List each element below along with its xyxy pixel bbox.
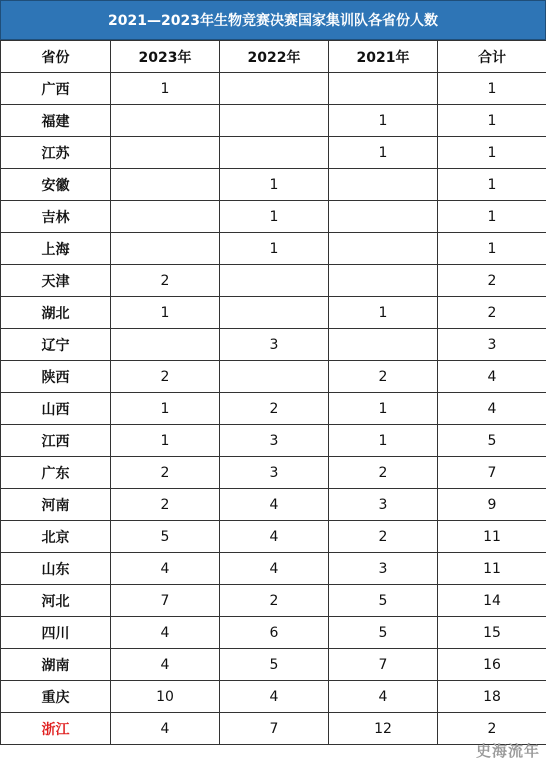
table-body xyxy=(1,73,546,745)
value-2021-cell: 5 xyxy=(329,617,438,649)
value-2023-cell xyxy=(111,329,220,361)
province-cell: 江苏 xyxy=(1,137,111,169)
province-cell: 陕西 xyxy=(1,361,111,393)
total-cell: 1 xyxy=(438,105,546,137)
value-2023-cell: 4 xyxy=(111,713,220,745)
total-cell: 14 xyxy=(438,585,546,617)
province-cell: 广西 xyxy=(1,73,111,105)
value-2022-cell xyxy=(220,73,329,105)
province-cell: 上海 xyxy=(1,233,111,265)
value-2022-cell xyxy=(220,297,329,329)
value-2023-cell xyxy=(111,169,220,201)
table-row xyxy=(1,713,546,745)
value-2022-cell xyxy=(220,105,329,137)
value-2022-cell xyxy=(220,137,329,169)
province-cell: 江西 xyxy=(1,425,111,457)
province-cell: 山东 xyxy=(1,553,111,585)
province-cell: 吉林 xyxy=(1,201,111,233)
province-cell: 安徽 xyxy=(1,169,111,201)
value-2023-cell: 4 xyxy=(111,617,220,649)
table-row xyxy=(1,329,546,361)
table-row xyxy=(1,649,546,681)
value-2022-cell: 1 xyxy=(220,233,329,265)
value-2022-cell: 7 xyxy=(220,713,329,745)
value-2021-cell: 1 xyxy=(329,105,438,137)
value-2021-cell xyxy=(329,233,438,265)
value-2023-cell: 1 xyxy=(111,73,220,105)
watermark: 史海流年 xyxy=(475,742,540,760)
province-cell: 河南 xyxy=(1,489,111,521)
value-2023-cell: 1 xyxy=(111,393,220,425)
table-title: 2021—2023年生物竞赛决赛国家集训队各省份人数 xyxy=(0,0,546,40)
table-row xyxy=(1,553,546,585)
value-2022-cell xyxy=(220,361,329,393)
value-2021-cell: 1 xyxy=(329,425,438,457)
value-2023-cell: 4 xyxy=(111,553,220,585)
province-count-table xyxy=(0,40,546,745)
value-2022-cell: 4 xyxy=(220,553,329,585)
value-2023-cell: 5 xyxy=(111,521,220,553)
value-2022-cell: 4 xyxy=(220,521,329,553)
total-cell: 2 xyxy=(438,297,546,329)
province-cell: 重庆 xyxy=(1,681,111,713)
total-cell: 4 xyxy=(438,361,546,393)
total-cell: 11 xyxy=(438,521,546,553)
value-2021-cell xyxy=(329,201,438,233)
province-cell: 浙江 xyxy=(1,713,111,745)
header-row xyxy=(1,41,546,73)
value-2021-cell xyxy=(329,329,438,361)
province-cell: 湖北 xyxy=(1,297,111,329)
province-cell: 天津 xyxy=(1,265,111,297)
table-row xyxy=(1,617,546,649)
value-2021-cell: 4 xyxy=(329,681,438,713)
value-2021-cell: 2 xyxy=(329,521,438,553)
value-2022-cell: 3 xyxy=(220,425,329,457)
header-total: 合计 xyxy=(438,41,546,73)
value-2021-cell: 1 xyxy=(329,297,438,329)
province-cell: 福建 xyxy=(1,105,111,137)
total-cell: 4 xyxy=(438,393,546,425)
value-2021-cell: 2 xyxy=(329,361,438,393)
total-cell: 11 xyxy=(438,553,546,585)
total-cell: 1 xyxy=(438,233,546,265)
value-2022-cell: 5 xyxy=(220,649,329,681)
value-2023-cell: 2 xyxy=(111,361,220,393)
province-cell: 四川 xyxy=(1,617,111,649)
value-2021-cell: 2 xyxy=(329,457,438,489)
table-row xyxy=(1,73,546,105)
province-cell: 山西 xyxy=(1,393,111,425)
header-province: 省份 xyxy=(1,41,111,73)
value-2022-cell: 3 xyxy=(220,457,329,489)
table-row xyxy=(1,201,546,233)
value-2022-cell: 3 xyxy=(220,329,329,361)
table-row xyxy=(1,361,546,393)
total-cell: 1 xyxy=(438,169,546,201)
total-cell: 2 xyxy=(438,265,546,297)
value-2022-cell: 6 xyxy=(220,617,329,649)
table-row xyxy=(1,521,546,553)
total-cell: 1 xyxy=(438,137,546,169)
value-2023-cell: 10 xyxy=(111,681,220,713)
value-2023-cell: 1 xyxy=(111,297,220,329)
table-row xyxy=(1,169,546,201)
table-row xyxy=(1,585,546,617)
header-2021: 2021年 xyxy=(329,41,438,73)
value-2023-cell xyxy=(111,137,220,169)
total-cell: 7 xyxy=(438,457,546,489)
table-row xyxy=(1,297,546,329)
table-row xyxy=(1,457,546,489)
value-2021-cell: 1 xyxy=(329,137,438,169)
header-2023: 2023年 xyxy=(111,41,220,73)
value-2022-cell: 4 xyxy=(220,681,329,713)
table-row xyxy=(1,425,546,457)
total-cell: 2 xyxy=(438,713,546,745)
value-2022-cell: 1 xyxy=(220,169,329,201)
value-2023-cell xyxy=(111,201,220,233)
value-2023-cell xyxy=(111,105,220,137)
province-cell: 辽宁 xyxy=(1,329,111,361)
value-2021-cell xyxy=(329,169,438,201)
table-row xyxy=(1,393,546,425)
total-cell: 1 xyxy=(438,201,546,233)
province-cell: 广东 xyxy=(1,457,111,489)
value-2021-cell: 3 xyxy=(329,489,438,521)
table-row xyxy=(1,265,546,297)
value-2022-cell xyxy=(220,265,329,297)
header-2022: 2022年 xyxy=(220,41,329,73)
value-2023-cell: 2 xyxy=(111,265,220,297)
province-cell: 北京 xyxy=(1,521,111,553)
value-2023-cell: 2 xyxy=(111,457,220,489)
value-2023-cell: 4 xyxy=(111,649,220,681)
value-2022-cell: 2 xyxy=(220,585,329,617)
province-cell: 河北 xyxy=(1,585,111,617)
value-2021-cell: 3 xyxy=(329,553,438,585)
value-2021-cell: 7 xyxy=(329,649,438,681)
total-cell: 9 xyxy=(438,489,546,521)
table-row xyxy=(1,105,546,137)
total-cell: 16 xyxy=(438,649,546,681)
value-2023-cell: 2 xyxy=(111,489,220,521)
total-cell: 15 xyxy=(438,617,546,649)
province-cell: 湖南 xyxy=(1,649,111,681)
value-2021-cell: 1 xyxy=(329,393,438,425)
value-2023-cell: 7 xyxy=(111,585,220,617)
value-2022-cell: 1 xyxy=(220,201,329,233)
table-row xyxy=(1,489,546,521)
value-2021-cell: 12 xyxy=(329,713,438,745)
value-2023-cell xyxy=(111,233,220,265)
table-row xyxy=(1,137,546,169)
value-2023-cell: 1 xyxy=(111,425,220,457)
value-2021-cell xyxy=(329,73,438,105)
total-cell: 1 xyxy=(438,73,546,105)
total-cell: 3 xyxy=(438,329,546,361)
value-2022-cell: 4 xyxy=(220,489,329,521)
table-row xyxy=(1,681,546,713)
value-2021-cell: 5 xyxy=(329,585,438,617)
value-2021-cell xyxy=(329,265,438,297)
table-row xyxy=(1,233,546,265)
value-2022-cell: 2 xyxy=(220,393,329,425)
total-cell: 5 xyxy=(438,425,546,457)
total-cell: 18 xyxy=(438,681,546,713)
